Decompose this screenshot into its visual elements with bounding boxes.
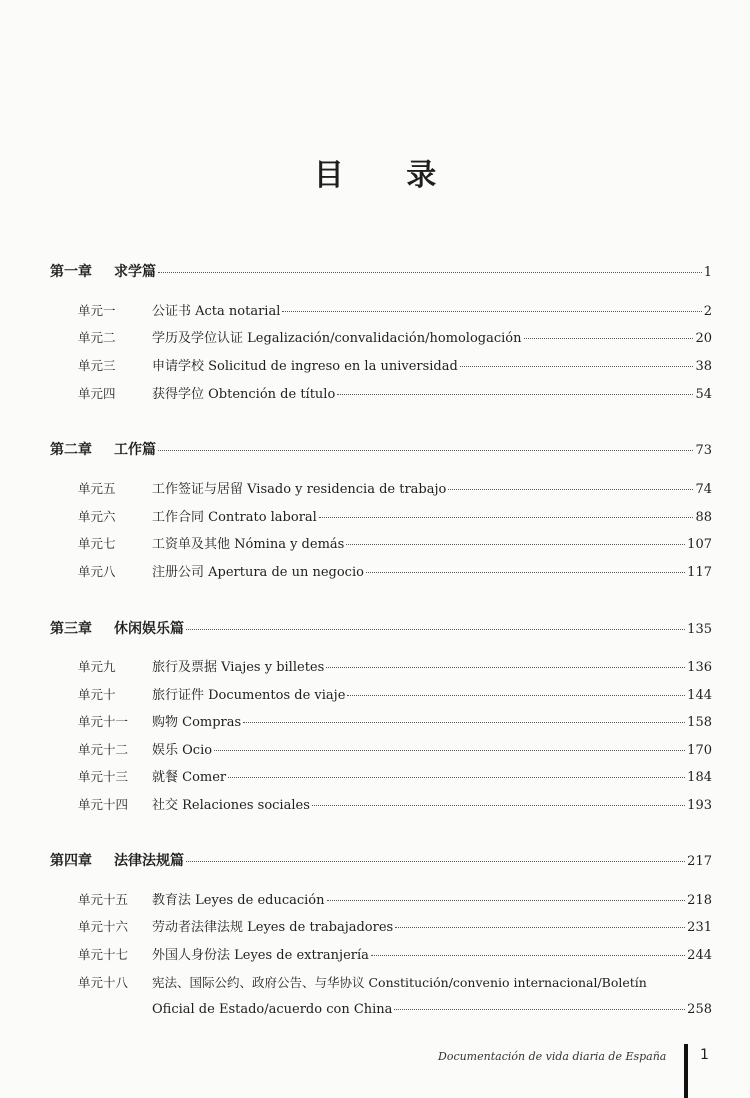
chapter-3-entry[interactable] bbox=[50, 619, 712, 640]
unit-18-continuation[interactable] bbox=[152, 1000, 712, 1020]
dot-leader bbox=[371, 955, 685, 956]
unit-number: 单元十八 bbox=[78, 975, 129, 990]
dot-leader bbox=[326, 667, 685, 668]
dot-leader bbox=[319, 517, 694, 518]
page-number: 54 bbox=[695, 387, 712, 402]
unit-title: 劳动者法律法规 Leyes de trabajadores bbox=[152, 920, 394, 935]
unit-title-continuation: Oficial de Estado/acuerdo con China bbox=[152, 1002, 393, 1017]
page-number: 217 bbox=[687, 854, 712, 869]
chapter-number: 第三章 bbox=[50, 621, 92, 637]
unit-number: 单元十 bbox=[78, 687, 116, 702]
unit-title: 注册公司 Apertura de un negocio bbox=[152, 565, 364, 580]
unit-number: 单元九 bbox=[78, 659, 116, 674]
page-number: 107 bbox=[687, 537, 712, 552]
dot-leader bbox=[158, 272, 702, 273]
unit-17-entry[interactable] bbox=[78, 945, 712, 966]
unit-number: 单元一 bbox=[78, 303, 116, 318]
chapter-label bbox=[50, 851, 184, 871]
unit-number: 单元十四 bbox=[78, 797, 129, 812]
unit-label bbox=[78, 917, 393, 938]
unit-label bbox=[78, 534, 344, 555]
page-number: 158 bbox=[687, 715, 712, 730]
unit-title: 公证书 Acta notarial bbox=[152, 304, 281, 319]
footer-page-number: 1 bbox=[700, 1047, 709, 1063]
unit-title: 申请学校 Solicitud de ingreso en la universidad bbox=[152, 359, 458, 374]
chapter-number: 第二章 bbox=[50, 442, 92, 458]
unit-label bbox=[78, 328, 522, 349]
chapter-4-entry[interactable] bbox=[50, 851, 712, 872]
unit-title: 旅行证件 Documentos de viaje bbox=[152, 688, 346, 703]
unit-16-entry[interactable] bbox=[78, 917, 712, 938]
page-number: 1 bbox=[703, 265, 712, 280]
unit-number: 单元十六 bbox=[78, 919, 129, 934]
running-footer: Documentación de vida diaria de España bbox=[438, 1050, 667, 1063]
dot-leader bbox=[186, 629, 685, 630]
unit-label bbox=[78, 973, 647, 994]
unit-label bbox=[78, 740, 212, 761]
page-number: 88 bbox=[695, 510, 712, 525]
unit-10-entry[interactable] bbox=[78, 685, 712, 706]
unit-number: 单元十五 bbox=[78, 892, 129, 907]
dot-leader bbox=[228, 777, 685, 778]
unit-number: 单元十七 bbox=[78, 947, 129, 962]
unit-13-entry[interactable] bbox=[78, 767, 712, 788]
unit-number: 单元十一 bbox=[78, 714, 129, 729]
page-number: 244 bbox=[687, 948, 712, 963]
unit-1-entry[interactable] bbox=[78, 301, 712, 322]
unit-number: 单元二 bbox=[78, 330, 116, 345]
unit-title: 工作合同 Contrato laboral bbox=[152, 510, 317, 525]
unit-label bbox=[78, 945, 369, 966]
unit-title: 娱乐 Ocio bbox=[152, 743, 213, 758]
page-number: 74 bbox=[695, 482, 712, 497]
page-number: 184 bbox=[687, 770, 712, 785]
unit-number: 单元六 bbox=[78, 509, 116, 524]
unit-label bbox=[78, 562, 364, 583]
page-number: 20 bbox=[695, 331, 712, 346]
unit-label bbox=[78, 795, 310, 816]
chapter-number: 第一章 bbox=[50, 264, 92, 280]
unit-15-entry[interactable] bbox=[78, 890, 712, 911]
dot-leader bbox=[394, 1009, 685, 1010]
footer-divider bbox=[684, 1044, 688, 1098]
unit-label bbox=[78, 685, 345, 706]
unit-label bbox=[78, 507, 317, 528]
dot-leader bbox=[243, 722, 685, 723]
page-number: 258 bbox=[687, 1002, 712, 1017]
unit-4-entry[interactable] bbox=[78, 384, 712, 405]
unit-number: 单元十二 bbox=[78, 742, 129, 757]
unit-18-entry[interactable] bbox=[78, 973, 712, 994]
unit-2-entry[interactable] bbox=[78, 328, 712, 349]
dot-leader bbox=[327, 900, 686, 901]
unit-title: 就餐 Comer bbox=[152, 770, 227, 785]
dot-leader bbox=[347, 695, 685, 696]
unit-title: 获得学位 Obtención de título bbox=[152, 387, 336, 402]
dot-leader bbox=[366, 572, 685, 573]
page-number: 136 bbox=[687, 660, 712, 675]
dot-leader bbox=[158, 450, 693, 451]
page-number: 193 bbox=[687, 798, 712, 813]
unit-label bbox=[78, 712, 241, 733]
unit-title: 旅行及票据 Viajes y billetes bbox=[152, 660, 325, 675]
unit-3-entry[interactable] bbox=[78, 356, 712, 377]
unit-6-entry[interactable] bbox=[78, 507, 712, 528]
unit-label bbox=[78, 301, 280, 322]
page-number: 218 bbox=[687, 893, 712, 908]
page-number: 170 bbox=[687, 743, 712, 758]
unit-12-entry[interactable] bbox=[78, 740, 712, 761]
dot-leader bbox=[337, 394, 693, 395]
dot-leader bbox=[214, 750, 685, 751]
dot-leader bbox=[312, 805, 685, 806]
chapter-2-entry[interactable] bbox=[50, 440, 712, 461]
dot-leader bbox=[460, 366, 694, 367]
unit-label bbox=[78, 356, 458, 377]
unit-label bbox=[78, 890, 325, 911]
dot-leader bbox=[282, 311, 701, 312]
unit-title: 学历及学位认证 Legalización/convalidación/homologación bbox=[152, 331, 522, 346]
chapter-number: 第四章 bbox=[50, 853, 92, 869]
unit-14-entry[interactable] bbox=[78, 795, 712, 816]
dot-leader bbox=[395, 927, 685, 928]
page-number: 135 bbox=[687, 622, 712, 637]
unit-title: 工资单及其他 Nómina y demás bbox=[152, 537, 345, 552]
page-number: 2 bbox=[703, 304, 712, 319]
unit-title: 教育法 Leyes de educación bbox=[152, 893, 325, 908]
page-title: 目 录 bbox=[313, 158, 463, 193]
unit-title: 宪法、国际公约、政府公告、与华协议 Constitución/convenio internacional/Boletín bbox=[152, 975, 647, 990]
unit-label bbox=[78, 657, 324, 678]
page-number: 117 bbox=[687, 565, 712, 580]
chapter-title: 法律法规篇 bbox=[114, 853, 184, 869]
dot-leader bbox=[346, 544, 685, 545]
page-number: 73 bbox=[695, 443, 712, 458]
unit-number: 单元四 bbox=[78, 386, 116, 401]
unit-number: 单元八 bbox=[78, 564, 116, 579]
unit-7-entry[interactable] bbox=[78, 534, 712, 555]
page-number: 231 bbox=[687, 920, 712, 935]
page-number: 144 bbox=[687, 688, 712, 703]
chapter-1-entry[interactable] bbox=[50, 262, 712, 283]
dot-leader bbox=[524, 338, 694, 339]
unit-label bbox=[78, 767, 226, 788]
page-number: 38 bbox=[695, 359, 712, 374]
unit-number: 单元三 bbox=[78, 358, 116, 373]
unit-5-entry[interactable] bbox=[78, 479, 712, 500]
dot-leader bbox=[448, 489, 693, 490]
chapter-label bbox=[50, 262, 156, 282]
unit-8-entry[interactable] bbox=[78, 562, 712, 583]
unit-title: 外国人身份法 Leyes de extranjería bbox=[152, 948, 369, 963]
unit-number: 单元十三 bbox=[78, 769, 129, 784]
unit-label bbox=[78, 479, 446, 500]
unit-title: 购物 Compras bbox=[152, 715, 242, 730]
chapter-label bbox=[50, 619, 184, 639]
unit-9-entry[interactable] bbox=[78, 657, 712, 678]
chapter-title: 休闲娱乐篇 bbox=[114, 621, 184, 637]
chapter-title: 求学篇 bbox=[114, 264, 156, 280]
unit-title: 社交 Relaciones sociales bbox=[152, 798, 310, 813]
unit-number: 单元七 bbox=[78, 536, 116, 551]
unit-label bbox=[78, 384, 335, 405]
unit-number: 单元五 bbox=[78, 481, 116, 496]
dot-leader bbox=[186, 861, 685, 862]
unit-11-entry[interactable] bbox=[78, 712, 712, 733]
chapter-label bbox=[50, 440, 156, 460]
unit-title: 工作签证与居留 Visado y residencia de trabajo bbox=[152, 482, 447, 497]
chapter-title: 工作篇 bbox=[114, 442, 156, 458]
